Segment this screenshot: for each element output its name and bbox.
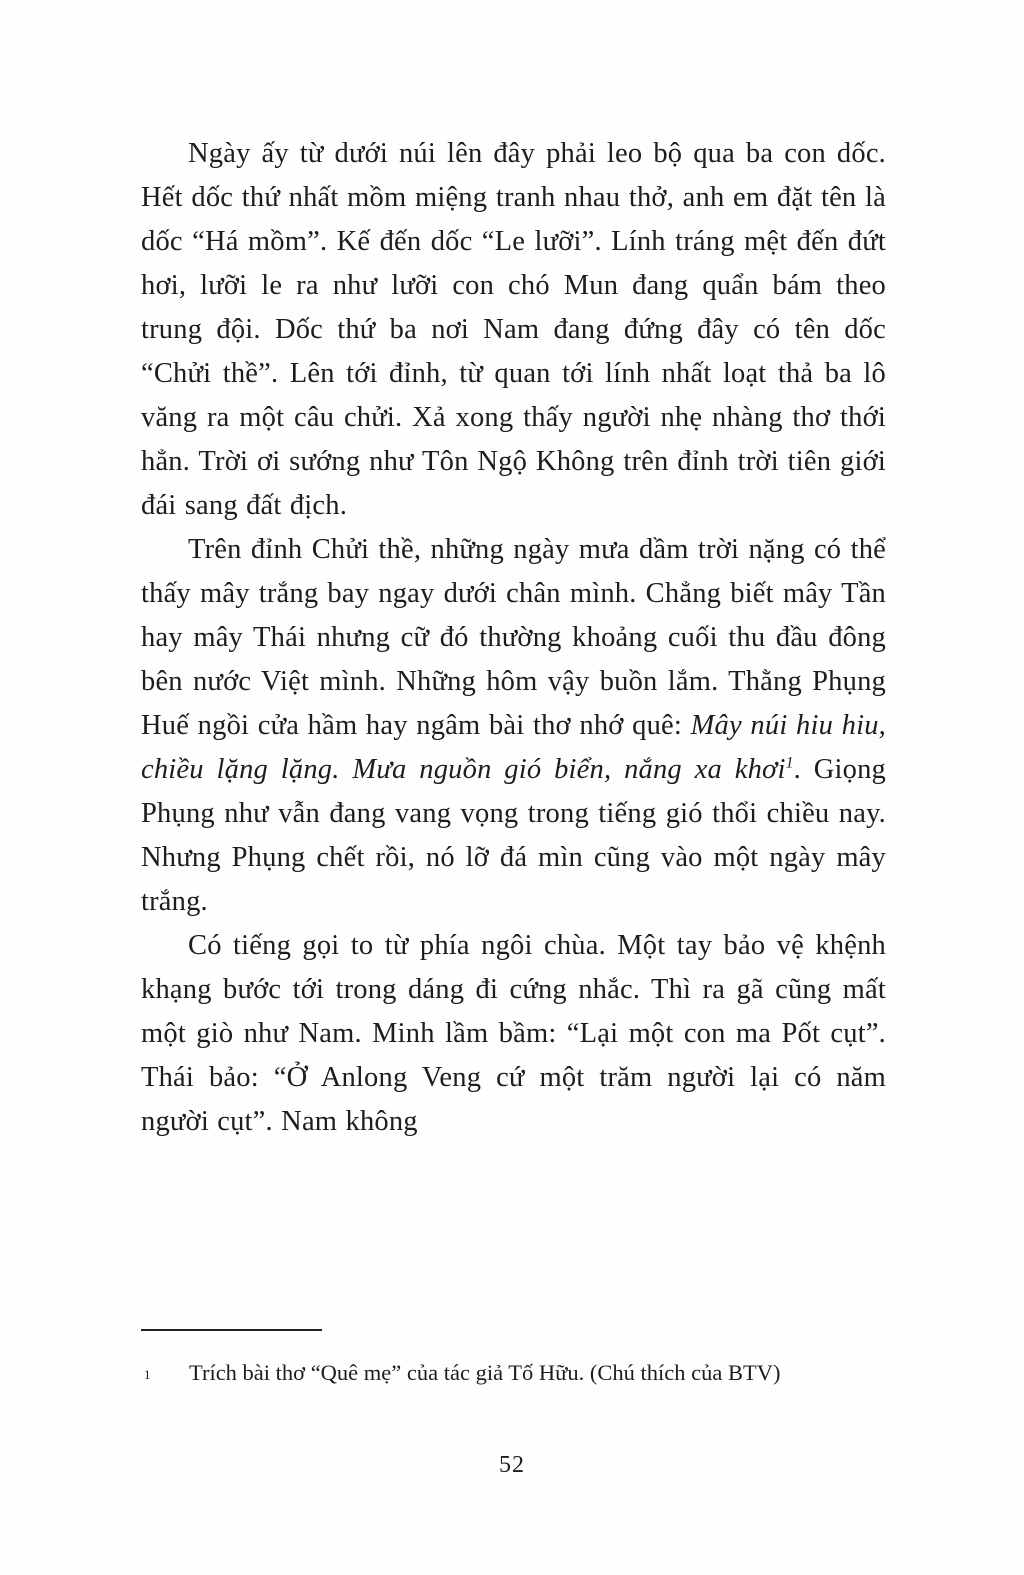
paragraph-2-text: Trên đỉnh Chửi thề, những ngày mưa dầm trời nặng có thể thấy mây trắng bay ngay dưới chân mình. Chẳng biết mây Tần hay mây Thái nhưng cữ đó thường khoảng cuối thu đầu đông bên nước Việt mình. Những hôm vậy buồn lắm. Thằng Phụng Huế ngồi cửa hầm hay ngâm bài thơ nhớ quê:: [141, 534, 886, 741]
paragraph-2-text-after: . Giọng Phụng như vẫn đang vang vọng trong tiếng gió thổi chiều nay. Nhưng Phụng chết rồi, nó lỡ đá mìn cũng vào một ngày mây trắng.: [141, 754, 886, 917]
footnote-divider: [141, 1329, 322, 1331]
footnote-text: Trích bài thơ “Quê mẹ” của tác giả Tố Hữu. (Chú thích của BTV): [189, 1360, 781, 1385]
poem-quote: Mây núi hiu hiu, chiều lặng lặng. Mưa nguồn gió biển, nắng xa khơi: [141, 710, 886, 785]
paragraph-2: [141, 528, 886, 924]
paragraph-3: Có tiếng gọi to từ phía ngôi chùa. Một tay bảo vệ khệnh khạng bước tới trong dáng đi cứng nhắc. Thì ra gã cũng mất một giò như Nam. Minh lầm bầm: “Lại một con ma Pốt cụt”. Thái bảo: “Ở Anlong Veng cứ một trăm người lại có năm người cụt”. Nam không: [141, 930, 886, 1137]
footnote-marker: 1: [144, 1367, 151, 1382]
footnote-reference: 1: [785, 754, 794, 772]
page-number: 52: [499, 1452, 525, 1478]
paragraph-1: Ngày ấy từ dưới núi lên đây phải leo bộ qua ba con dốc. Hết dốc thứ nhất mồm miệng tranh nhau thở, anh em đặt tên là dốc “Há mồm”. Kế đến dốc “Le lưỡi”. Lính tráng mệt đến đứt hơi, lưỡi le ra như lưỡi con chó Mun đang quẩn bám theo trung đội. Dốc thứ ba nơi Nam đang đứng đây có tên dốc “Chửi thề”. Lên tới đỉnh, từ quan tới lính nhất loạt thả ba lô văng ra một câu chửi. Xả xong thấy người nhẹ nhàng thơ thới hẳn. Trời ơi sướng như Tôn Ngộ Không trên đỉnh trời tiên giới đái sang đất địch.: [141, 138, 886, 521]
page-content: [141, 132, 886, 1144]
footnote: [141, 1358, 889, 1390]
